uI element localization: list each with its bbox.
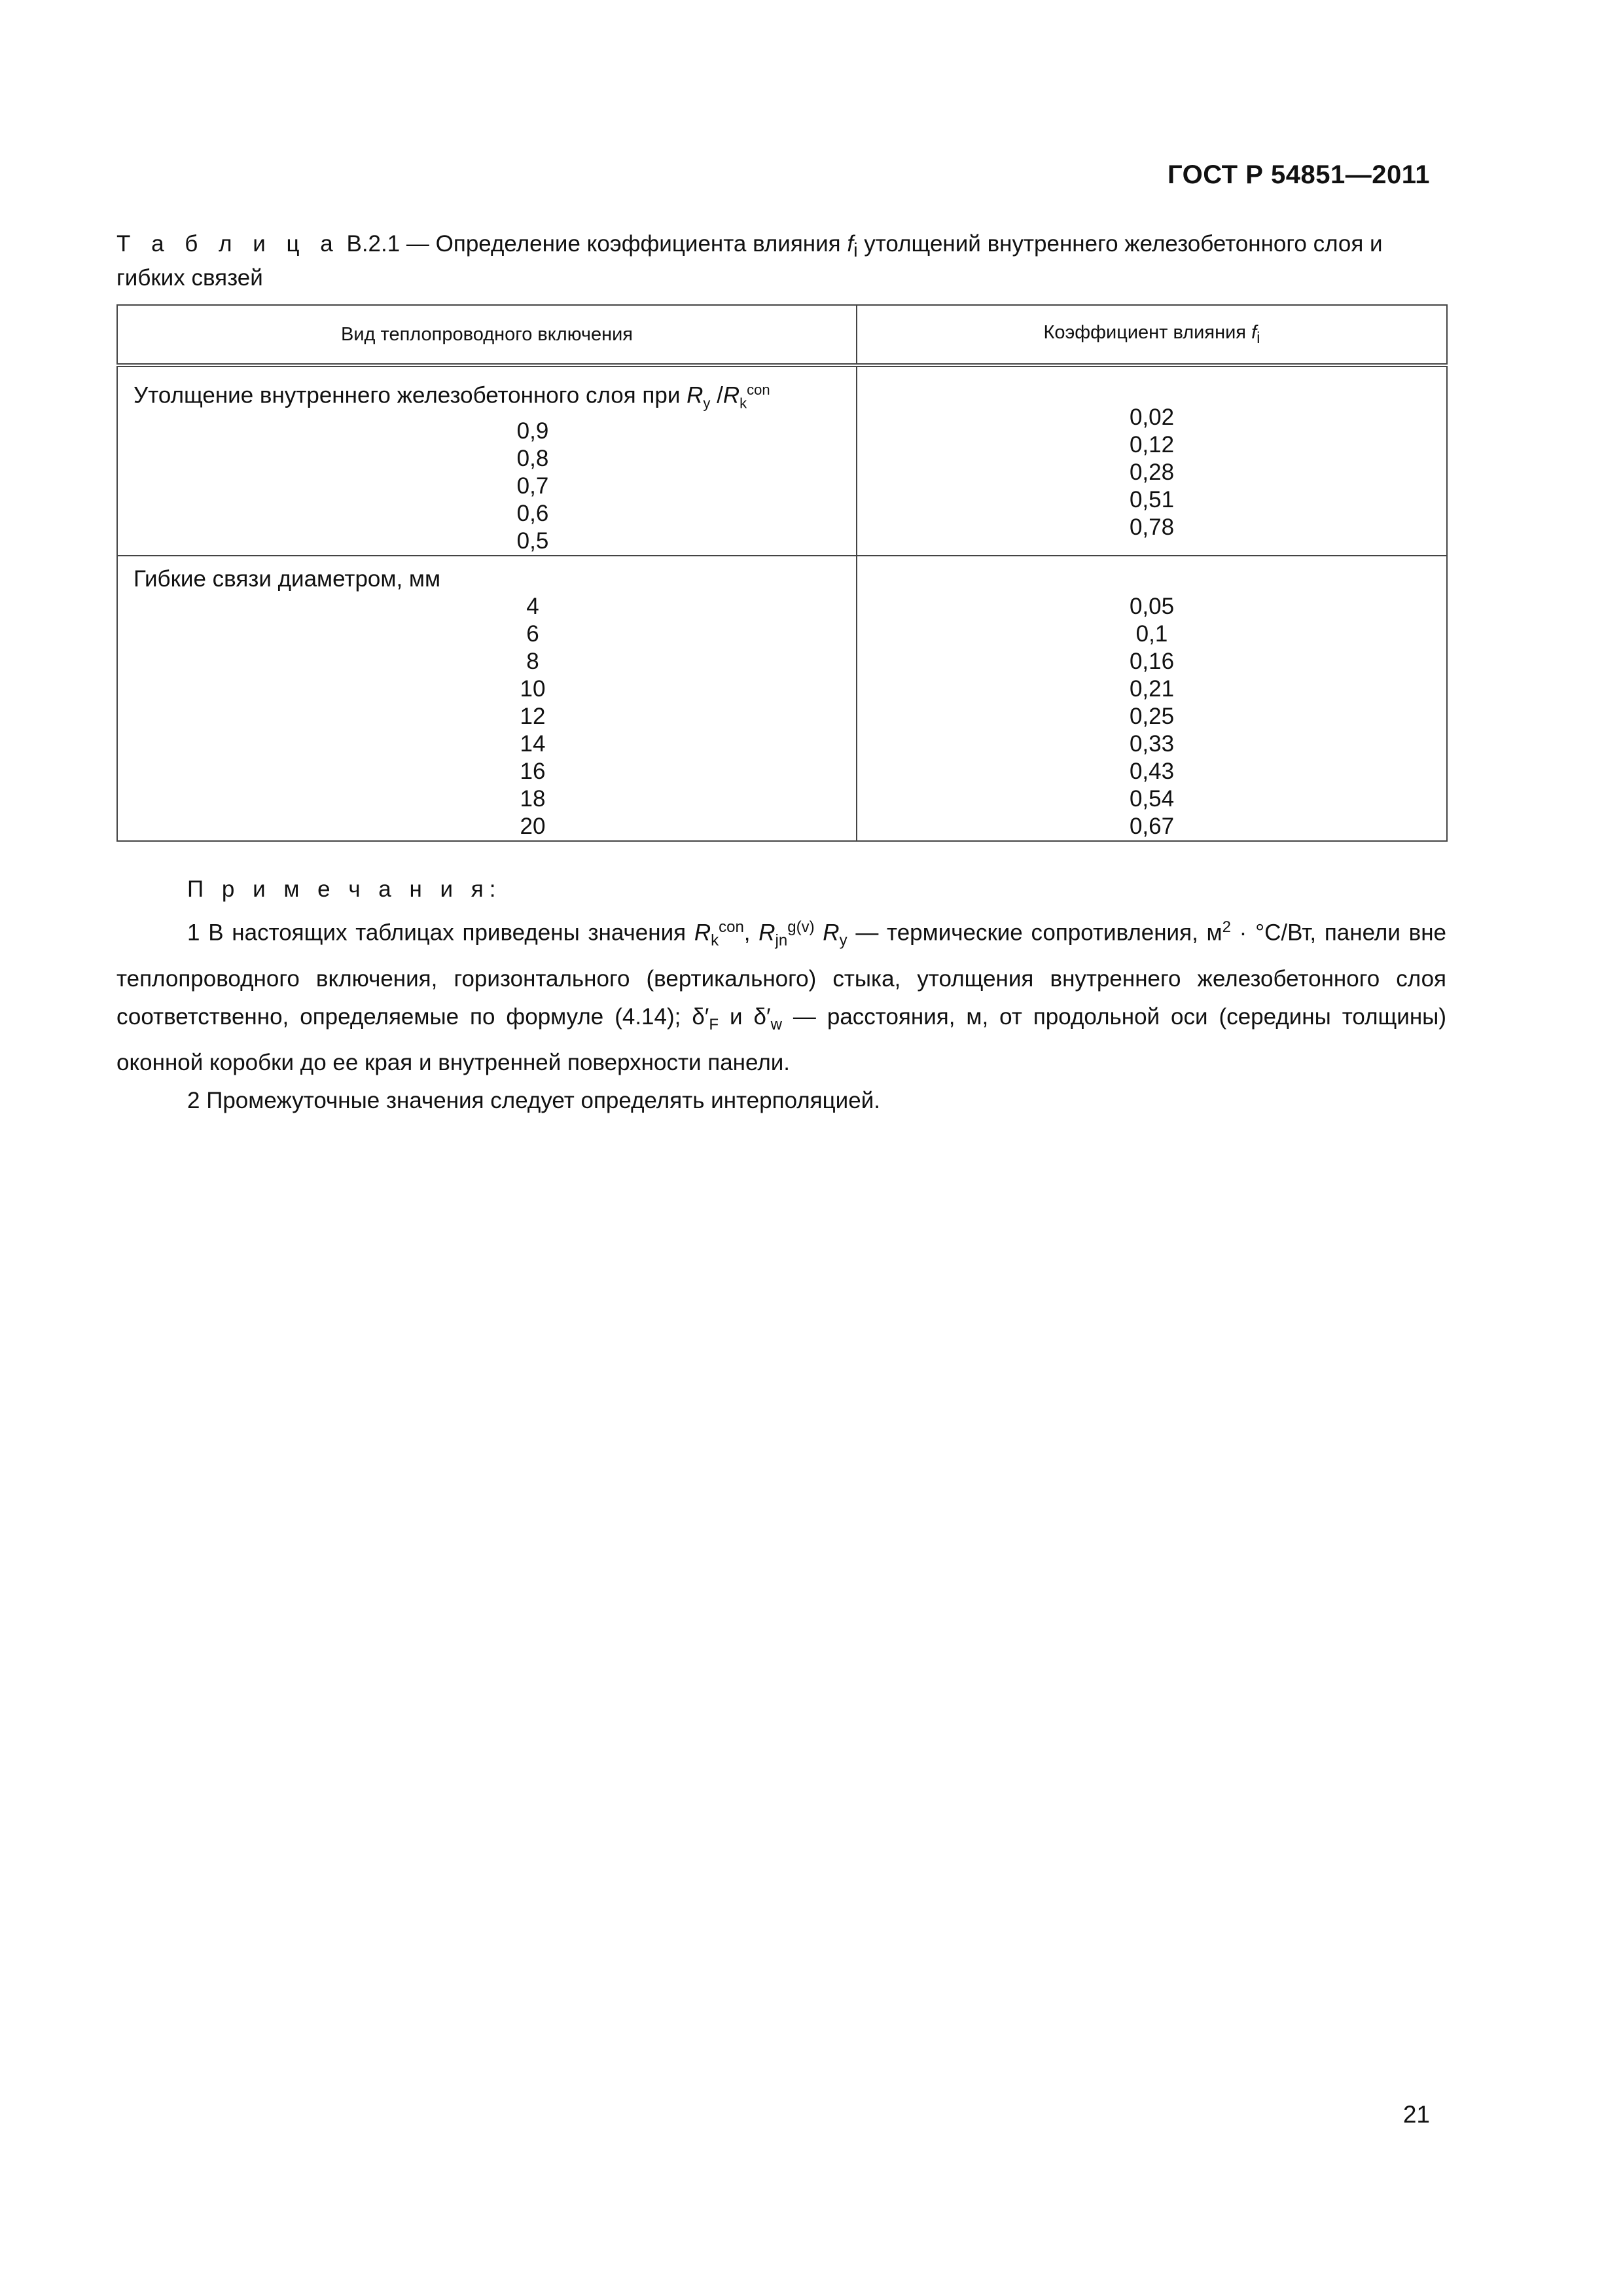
- table-group-flexible-ties: [117, 556, 1447, 841]
- caption-label: Т а б л и ц а: [116, 231, 340, 257]
- ratio-slash: /: [710, 382, 723, 408]
- note-1-start: 1 В настоящих таблицах приведены значения: [187, 920, 694, 946]
- note-1-symbol-rjn-sup: g(v): [787, 918, 815, 936]
- note-1-middle: — термические сопротивления, м: [847, 920, 1222, 946]
- note-1-delta-f-sub: F: [709, 1015, 719, 1033]
- note-1-separator: ,: [743, 920, 759, 946]
- note-1-unit-exponent: 2: [1222, 918, 1231, 936]
- ratio-value: 0,7: [516, 473, 549, 499]
- column-header-symbol: f: [1251, 321, 1257, 343]
- table-caption: [116, 230, 1432, 292]
- ratio-denominator-symbol: R: [722, 382, 740, 408]
- coefficient-table: [116, 304, 1448, 842]
- coefficient-value: 0,1: [1135, 620, 1168, 647]
- diameter-value: 20: [520, 813, 546, 839]
- diameter-value: 8: [526, 648, 539, 674]
- note-1-symbol-ry-sub: y: [839, 931, 847, 950]
- group-thickening-coefficients-cell: [857, 365, 1447, 556]
- caption-text-before: — Определение коэффициента влияния: [400, 231, 847, 257]
- notes-heading-text: П р и м е ч а н и я:: [187, 876, 502, 902]
- ratio-value: 0,9: [516, 418, 549, 444]
- group-ties-coefficients-cell: [857, 556, 1447, 841]
- coefficient-value: 0,33: [1129, 730, 1175, 757]
- coefficient-value: 0,43: [1129, 758, 1175, 784]
- coefficient-value: 0,54: [1129, 785, 1175, 812]
- coefficient-value: 0,16: [1129, 648, 1175, 674]
- group-thickening-title-text: Утолщение внутреннего железобетонного слоя при: [134, 382, 687, 408]
- note-1-symbol-ry: R: [814, 920, 840, 946]
- ratio-value: 0,8: [516, 445, 549, 471]
- caption-symbol: f: [847, 231, 854, 257]
- ratio-numerator-sub: y: [703, 395, 711, 412]
- diameter-value: 18: [520, 785, 546, 812]
- caption-number: В.2.1: [346, 231, 401, 257]
- caption-symbol-sub: i: [853, 240, 858, 261]
- ratio-value: 0,5: [516, 528, 549, 554]
- group-thickening-left-cell: [117, 365, 857, 556]
- notes-section: [116, 870, 1446, 1120]
- note-2: 2 Промежуточные значения следует определять интерполяцией.: [187, 1087, 880, 1113]
- note-1-symbol-rk-sup: con: [719, 918, 744, 936]
- column-header-symbol-sub: i: [1257, 329, 1260, 347]
- diameter-value: 4: [526, 593, 539, 619]
- coefficient-value: 0,78: [1129, 514, 1175, 540]
- notes-heading: [116, 870, 1446, 908]
- group-thickening-title: [118, 367, 856, 418]
- ratio-denominator-sup: con: [747, 382, 770, 398]
- diameter-value: 6: [526, 620, 539, 647]
- note-1-rest: · °С/Вт, панели вне теплопроводного включения, горизонтального (вертикального) стыка, утолщения внутреннего железобетонного слоя соответственно, определяемые по формуле (4.14);: [116, 920, 1447, 1030]
- coefficient-value: 0,12: [1129, 432, 1175, 457]
- diameter-value: 16: [520, 758, 546, 784]
- table-group-thickening: [117, 365, 1447, 556]
- coefficient-value: 0,28: [1129, 459, 1175, 485]
- page-number: 21: [1402, 2101, 1430, 2128]
- column-header-coefficient: [857, 305, 1447, 365]
- table-header-row: [117, 305, 1447, 365]
- note-1-end: — расстояния, м, от продольной оси (середины толщины) оконной коробки до ее края и внутренней поверхности панели.: [116, 1003, 1446, 1075]
- coefficient-value: 0,21: [1129, 675, 1175, 702]
- column-header-coefficient-text: Коэффициент влияния: [1043, 321, 1252, 343]
- diameter-value: 10: [520, 675, 546, 702]
- caption-text-after: утолщений внутреннего железобетонного слоя и гибких связей: [116, 231, 1383, 291]
- diameter-value: 14: [520, 730, 546, 757]
- coefficient-value: 0,51: [1129, 487, 1175, 512]
- document-designation: ГОСТ Р 54851—2011: [1168, 160, 1430, 189]
- coefficient-value: 0,02: [1129, 404, 1175, 430]
- note-1-and: и: [719, 1003, 754, 1030]
- ratio-numerator-symbol: R: [687, 382, 704, 408]
- coefficient-value: 0,05: [1129, 593, 1175, 619]
- group-ties-left-cell: [117, 556, 857, 841]
- diameter-value: 12: [520, 703, 546, 729]
- note-1: [116, 908, 1446, 1082]
- note-1-delta-w: δ′: [753, 1003, 771, 1030]
- column-header-inclusion-type: Вид теплопроводного включения: [117, 305, 857, 365]
- ratio-denominator-sub: k: [740, 395, 747, 412]
- note-1-symbol-rk-sub: k: [711, 931, 719, 950]
- coefficient-value: 0,67: [1129, 813, 1175, 839]
- note-1-delta-f: δ′: [692, 1003, 709, 1030]
- note-1-symbol-rjn: R: [758, 920, 776, 946]
- ratio-value: 0,6: [516, 500, 549, 526]
- group-ties-title: Гибкие связи диаметром, мм: [134, 565, 441, 592]
- coefficient-value: 0,25: [1129, 703, 1175, 729]
- note-1-symbol-rk: R: [694, 920, 711, 946]
- note-1-symbol-rjn-sub: jn: [775, 931, 788, 950]
- note-1-delta-w-sub: w: [770, 1015, 782, 1033]
